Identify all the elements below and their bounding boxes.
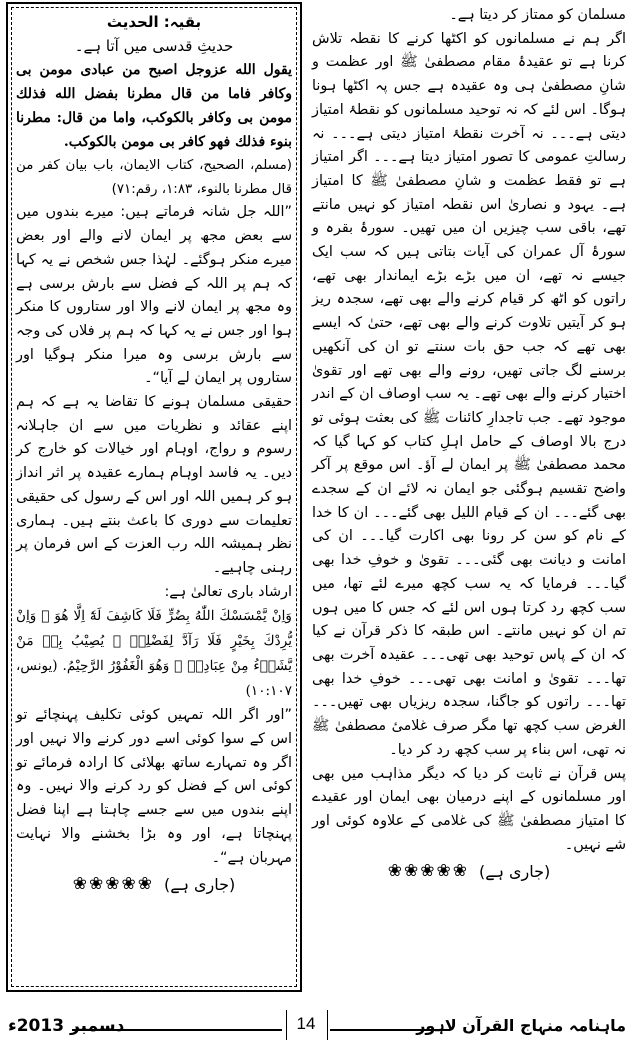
continued-row [16,874,292,894]
section-heading: بقیہ: الحدیث [106,13,202,31]
intro-line: حدیثِ قدسی میں آتا ہے۔ [74,37,234,55]
hadith-translation: ”اللہ جل شانہ فرماتے ہیں: میرے بندوں میں سے بعض مجھ پر ایمان لانے والے اور بعض میرے منکر ہوگئے۔ لہٰذا جس شخص نے یہ کہا کہ ہم پر اللہ کے فضل سے بارش برسی ہے وہ مجھ پر ایمان لانے والا اور ستاروں کا منکر ہوا اور جس نے یہ کہا کہ ہم پر فلاں کی وجہ سے بارش برسی وہ میرا منکر ہوگیا اور ستاروں پر ایمان لے آیا“۔ [16,204,292,387]
hadith-reference: (مسلم، الصحیح، کتاب الایمان، باب بیان کفر من قال مطرنا بالنوء، ۱:۸۳، رقم:۷۱) [16,158,292,197]
paragraph: اگر ہم نے مسلمانوں کو اکٹھا کرنے کا نقطہ تلاش کرنا ہے تو عقیدۂ مقام مصطفیٰ ﷺ اور عظمت و شانِ مصطفیٰ ہی وہ عقیدہ ہے جس پہ اکٹھا ہونا ہوگا۔ اس لئے کہ نہ توحید مسلمانوں کو نقطۂ امتیاز دیتی ہے۔۔۔ نہ آخرت نقطۂ امتیاز دیتی ہے۔۔۔ نہ رسالتِ عمومی کا تصور امتیاز دیتا ہے۔۔۔ اگر امتیاز ہے تو فقط عظمت و شانِ مصطفیٰ ﷺ کا امتیاز ہے۔ یہود و نصاریٰ اس نقطہ امتیاز کو نہیں مانتے تھے، باقی سب چیزیں ان میں تھیں۔ سورۂ بقرہ و سورۂ آل عمران کی آیات بتاتی ہیں کہ سب ایک جیسے نہ تھے، ان میں بڑے بڑے ایماندار بھی تھے، راتوں کو اٹھ کر قیام کرنے والے بھی تھے، سجدہ ریز ہو کر آیتیں تلاوت کرنے والے بھی تھے، حتیٰ کہ ایسے بھی تھے کہ جب حق بات سنتے تو ان کی آنکھیں برسنے لگ جاتی تھیں، رونے والے بھی تھے اور تقویٰ اختیار کرنے والے بھی تھے۔ یہ سب اوصاف ان کے اندر موجود تھے۔ جب تاجدارِ کائنات ﷺ کی بعثت ہوئی تو درج بالا اوصاف کے حامل اہلِ کتاب کو کہا گیا کہ محمد مصطفیٰ ﷺ پر ایمان لے آؤ۔ اس موقع پر آکر واضح تقسیم ہوگئی جو ایمان نہ لائے ان کے سجدے بھی گئے۔۔۔ ان کے قیام اللیل بھی گئے۔۔۔ ان کا خدا کے نام کو سن کر رونا بھی اکارت گیا۔۔۔ ان کی امانت و دیانت بھی گئی۔۔۔ تقویٰ و خوفِ خدا بھی گیا۔۔۔ فرمایا کہ یہ سب کچھ میرے لئے تھا، میں سب کچھ رد کرتا ہوں اس لئے کہ جس کا میں ہوں تم ان کو نہیں مانتے۔ اس طبقہ کا ذکر قرآن نے کیا کہ ان کے پاس توحید بھی تھی۔۔۔ عقیدہ آخرت بھی تھا۔۔۔ تقویٰ و امانت بھی تھی۔۔۔ خوفِ خدا بھی تھا۔۔۔ راتوں کو جاگنا، سجدہ ریزیاں بھی تھیں۔۔۔ الغرض سب کچھ تھا مگر صرف غلامیٔ مصطفیٰ ﷺ نہ تھی، اس بناء پر سب کچھ رد کر دیا۔ [312,30,626,758]
body-paragraph: حقیقی مسلمان ہونے کا تقاضا یہ ہے کہ ہم اپنے عقائد و نظریات میں سے ان جاہلانہ رسوم و رواج، اوہام اور خیالات کو خارج کر دیں۔ یہ فاسد اوہام ہمارے عقیدہ پر اثر انداز ہو کر ہمیں اللہ اور اس کے رسول کی حقیقی تعلیمات سے دوری کا باعث بنتے ہیں۔ ہماری نظر ہمیشہ اللہ رب العزت کے اس فرمان پر رہنی چاہیے۔ [16,394,292,576]
magazine-name: ماہنامہ منہاج القرآن لاہور [416,1016,626,1035]
quran-intro: ارشاد باری تعالیٰ ہے: [164,583,292,600]
page-footer [0,1010,632,1046]
flower-ornament-icon: ❀❀❀❀❀ [387,861,469,882]
quran-verse: وَاِنْ يَّمْسَسْكَ اللّٰهُ بِضُرٍّ فَلَا كَاشِفَ لَهٗٓ اِلَّا هُوَ ۚ وَاِنْ يُّرِدْكَ بِخَيْرٍ فَلَا رَآدَّ لِفَضْلِهٖ ۭ يُصِيْبُ بِهٖ مَنْ يَّشَاۗءُ مِنْ عِبَادِهٖ ۭ وَهُوَ الْغَفُوْرُ الرَّحِيْمُ. (یونس، ۱۰:۱۰۷) [16,608,292,700]
left-column-box [6,2,302,992]
right-column [312,4,626,881]
issue-date: دسمبر 2013ء [8,1016,125,1036]
continued-label: (جاری ہے) [163,874,236,894]
arabic-hadith: يقول الله عزوجل اصبح من عبادی مومن بی وكافر فاما من قال مطرنا بفضل الله فذلك مومن بی وكافر بالكوكب، واما من قال: مطرنا بنوء فذلك فهو كافر بی مومن بالكوكب. [16,62,292,150]
continued-row [312,861,626,881]
paragraph: پس قرآن نے ثابت کر دیا کہ دیگر مذاہب میں بھی اور مسلمانوں کے اپنے درمیان بھی ایمان اور عقیدے کا امتیاز مصطفیٰ ﷺ کی غلامی کے علاوہ کوئی اور شے نہیں۔ [312,765,626,853]
continued-label: (جاری ہے) [478,861,551,881]
page-number: 14 [296,1014,316,1033]
flower-ornament-icon: ❀❀❀❀❀ [72,874,154,895]
quran-translation: ”اور اگر اللہ تمہیں کوئی تکلیف پہنچائے تو اس کے سوا کوئی اسے دور کرنے والا نہیں اور اگر وہ تمہارے ساتھ بھلائی کا ارادہ فرمائے تو کوئی اس کے فضل کو رد کرنے والا نہیں۔ وہ اپنے بندوں میں سے جسے چاہتا ہے اپنا فضل پہنچاتا ہے، اور وہ بڑا بخشنے والا نہایت مہربان ہے“۔ [16,707,292,866]
paragraph: مسلمان کو ممتاز کر دیتا ہے۔ [449,7,626,23]
